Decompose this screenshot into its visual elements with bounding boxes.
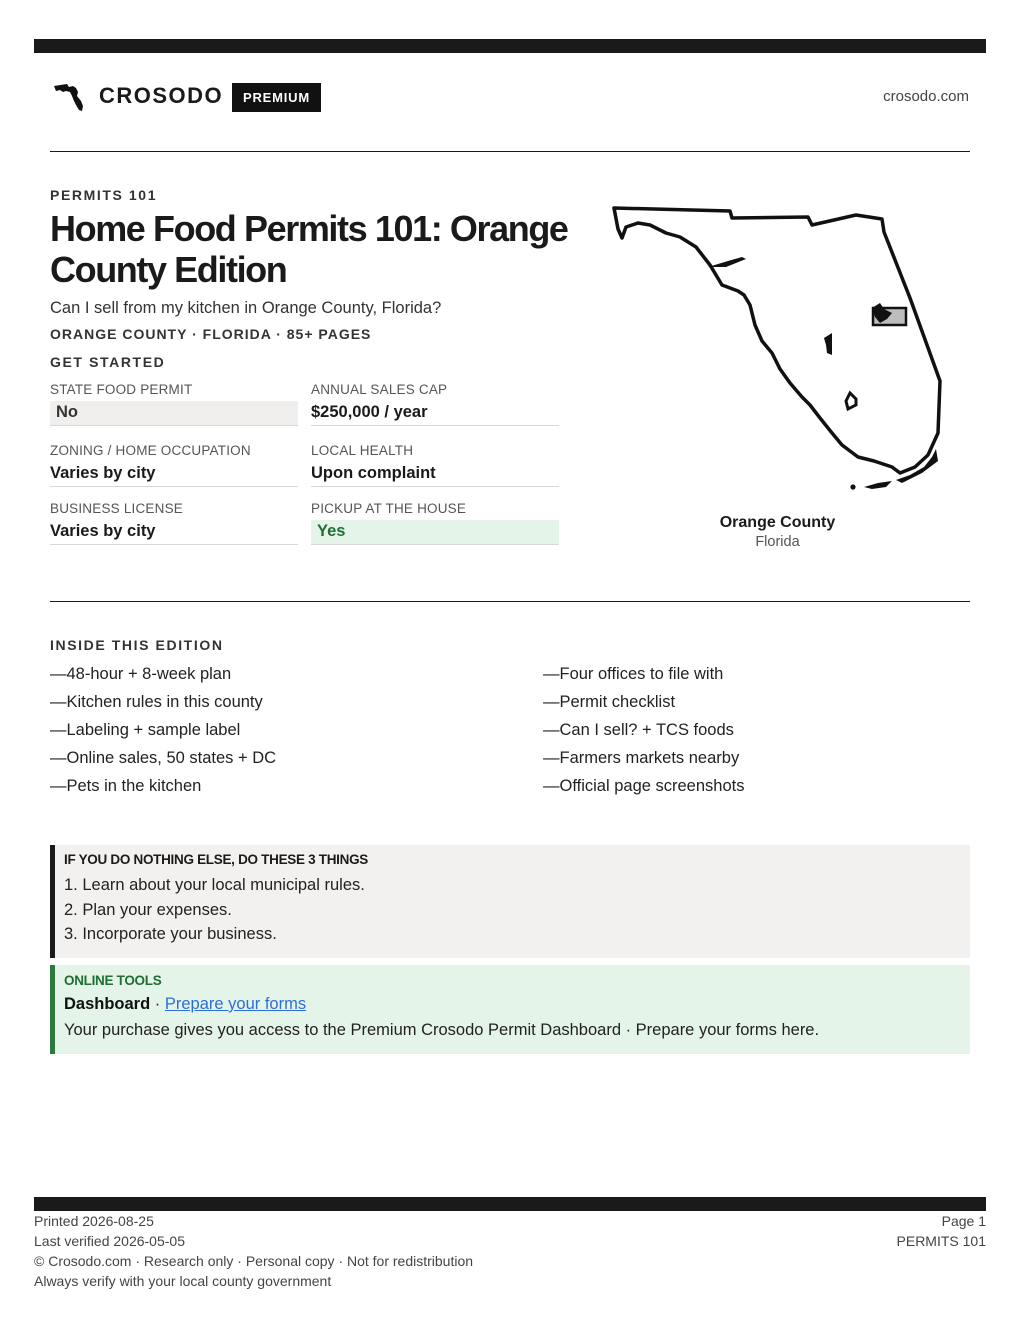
footer-section: PERMITS 101 — [896, 1233, 986, 1249]
florida-state-icon — [52, 82, 88, 112]
toc-item: —Farmers markets nearby — [543, 749, 740, 767]
tools-description: Your purchase gives you access to the Premium Crosodo Permit Dashboard · Prepare your forms here. — [64, 1021, 820, 1039]
toc-item: —48-hour + 8-week plan — [50, 665, 232, 683]
page-number: Page 1 — [941, 1213, 986, 1229]
toc-item: —Pets in the kitchen — [50, 777, 202, 795]
key-actions-callout — [50, 845, 970, 958]
fact-pickup-at-house — [311, 501, 559, 545]
verified-date: Last verified 2026-05-05 — [34, 1233, 185, 1249]
florida-map-icon — [610, 205, 945, 495]
page-subtitle: Can I sell from my kitchen in Orange County, Florida? — [50, 299, 442, 317]
online-tools-box — [50, 965, 970, 1054]
fact-value: Yes — [311, 520, 559, 544]
edition-meta: ORANGE COUNTY · FLORIDA · 85+ PAGES — [50, 326, 372, 342]
prepare-forms-link[interactable]: Prepare your forms — [164, 995, 307, 1013]
dashboard-label: Dashboard — [64, 995, 151, 1013]
section-divider — [50, 601, 970, 602]
fact-label: ZONING / HOME OCCUPATION — [50, 443, 251, 458]
fact-business-license — [50, 501, 298, 545]
brand-name[interactable]: CROSODO — [99, 83, 224, 108]
toc-item: —Labeling + sample label — [50, 721, 241, 739]
fact-annual-sales-cap — [311, 382, 559, 426]
printed-date: Printed 2026-08-25 — [34, 1213, 154, 1229]
fact-state-food-permit — [50, 382, 298, 426]
tools-title: ONLINE TOOLS — [64, 973, 162, 988]
bottom-bar — [34, 1197, 986, 1211]
map-county-name: Orange County — [719, 514, 836, 531]
fact-label: LOCAL HEALTH — [311, 443, 414, 458]
fact-label: ANNUAL SALES CAP — [311, 382, 448, 397]
toc-item: —Can I sell? + TCS foods — [543, 721, 734, 739]
copyright-notice: © Crosodo.com · Research only · Personal copy · Not for redistribution — [34, 1253, 474, 1269]
callout-list — [64, 873, 970, 947]
fact-label: STATE FOOD PERMIT — [50, 382, 193, 397]
fact-value: Upon complaint — [311, 464, 436, 482]
toc-left-column — [50, 660, 276, 800]
fact-value: $250,000 / year — [311, 403, 428, 421]
toc-item: —Kitchen rules in this county — [50, 693, 263, 711]
top-bar — [34, 39, 986, 53]
footer-left — [34, 1211, 473, 1291]
callout-item: 3. Incorporate your business. — [64, 925, 277, 943]
premium-badge: PREMIUM — [232, 83, 321, 112]
callout-title: IF YOU DO NOTHING ELSE, DO THESE 3 THINGS — [64, 852, 368, 867]
fact-value: No — [50, 401, 298, 425]
toc-item: —Official page screenshots — [543, 777, 745, 795]
fact-zoning — [50, 443, 298, 487]
map-caption — [690, 514, 865, 550]
toc-right-column — [543, 660, 744, 800]
page-title: Home Food Permits 101: Orange County Edition — [50, 208, 568, 290]
header-divider — [50, 151, 970, 152]
footer-right — [897, 1211, 986, 1251]
toc-item: —Four offices to file with — [543, 665, 724, 683]
separator: · — [150, 995, 165, 1013]
section-eyebrow: PERMITS 101 — [50, 187, 158, 203]
tools-links-line — [64, 995, 970, 1014]
fact-label: BUSINESS LICENSE — [50, 501, 183, 516]
get-started-heading: GET STARTED — [50, 354, 166, 370]
fact-value: Varies by city — [50, 522, 156, 540]
inside-edition-heading: INSIDE THIS EDITION — [50, 637, 224, 653]
site-url[interactable]: crosodo.com — [883, 88, 969, 105]
callout-item: 2. Plan your expenses. — [64, 900, 232, 919]
fact-value: Varies by city — [50, 464, 156, 482]
map-state-name: Florida — [755, 534, 800, 550]
toc-item: —Online sales, 50 states + DC — [50, 749, 277, 767]
fact-label: PICKUP AT THE HOUSE — [311, 501, 467, 516]
toc-item: —Permit checklist — [543, 693, 676, 711]
fact-local-health — [311, 443, 559, 487]
verify-note: Always verify with your local county government — [34, 1273, 332, 1289]
callout-item: 1. Learn about your local municipal rules. — [64, 876, 365, 894]
